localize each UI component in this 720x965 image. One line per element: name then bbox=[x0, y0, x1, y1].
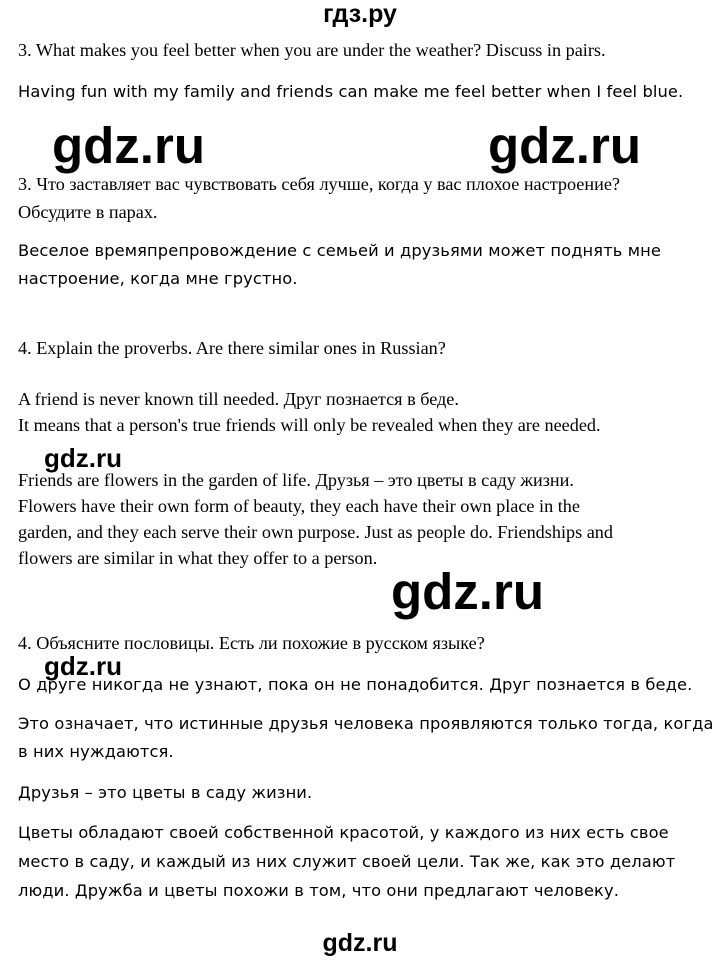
question-4-english: 4. Explain the proverbs. Are there similar ones in Russian? bbox=[18, 338, 446, 358]
russian-proverb-1-explanation-line-1: Это означает, что истинные друзья человека проявляются только тогда, когда bbox=[18, 714, 714, 733]
watermark-logo: gdz.ru bbox=[391, 563, 544, 620]
proverb-1: A friend is never known till needed. Друг познается в беде. bbox=[18, 389, 459, 409]
question-4-russian: 4. Объясните пословицы. Есть ли похожие в русском языке? bbox=[18, 633, 485, 653]
russian-proverb-2: Друзья – это цветы в саду жизни. bbox=[18, 783, 313, 802]
russian-proverb-2-explanation-line-3: люди. Дружба и цветы похожи в том, что они предлагают человеку. bbox=[18, 881, 619, 900]
watermark-logo: gdz.ru bbox=[488, 117, 641, 174]
watermark-logo: gdz.ru bbox=[44, 651, 122, 681]
question-3-russian-line-2: Обсудите в парах. bbox=[18, 202, 158, 222]
proverb-2: Friends are flowers in the garden of life. Друзья – это цветы в саду жизни. bbox=[18, 470, 574, 490]
question-3-english: 3. What makes you feel better when you are under the weather? Discuss in pairs. bbox=[18, 40, 606, 60]
proverb-2-explanation-line-1: Flowers have their own form of beauty, they each have their own place in the bbox=[18, 496, 580, 516]
answer-3-russian-line-2: настроение, когда мне грустно. bbox=[18, 269, 298, 288]
proverb-2-explanation-line-3: flowers are similar in what they offer to a person. bbox=[18, 548, 378, 568]
russian-proverb-1: О друге никогда не узнают, пока он не понадобится. Друг познается в беде. bbox=[18, 675, 693, 694]
russian-proverb-2-explanation-line-1: Цветы обладают своей собственной красотой, у каждого из них есть свое bbox=[18, 823, 669, 842]
watermark-logo: gdz.ru bbox=[44, 443, 122, 473]
answer-3-english: Having fun with my family and friends can make me feel better when I feel blue. bbox=[18, 82, 684, 101]
question-3-russian-line-1: 3. Что заставляет вас чувствовать себя лучше, когда у вас плохое настроение? bbox=[18, 174, 620, 194]
russian-proverb-2-explanation-line-2: место в саду, и каждый из них служит своей цели. Так же, как это делают bbox=[18, 852, 676, 871]
proverb-2-explanation-line-2: garden, and they each serve their own purpose. Just as people do. Friendships and bbox=[18, 522, 613, 542]
site-header: гдз.ру bbox=[323, 0, 397, 28]
site-footer: gdz.ru bbox=[322, 929, 398, 957]
answer-3-russian-line-1: Веселое времяпрепровождение с семьей и друзьями может поднять мне bbox=[18, 241, 661, 260]
russian-proverb-1-explanation-line-2: в них нуждаются. bbox=[18, 742, 174, 761]
watermark-logo: gdz.ru bbox=[52, 117, 205, 174]
proverb-1-explanation: It means that a person's true friends will only be revealed when they are needed. bbox=[18, 415, 601, 435]
